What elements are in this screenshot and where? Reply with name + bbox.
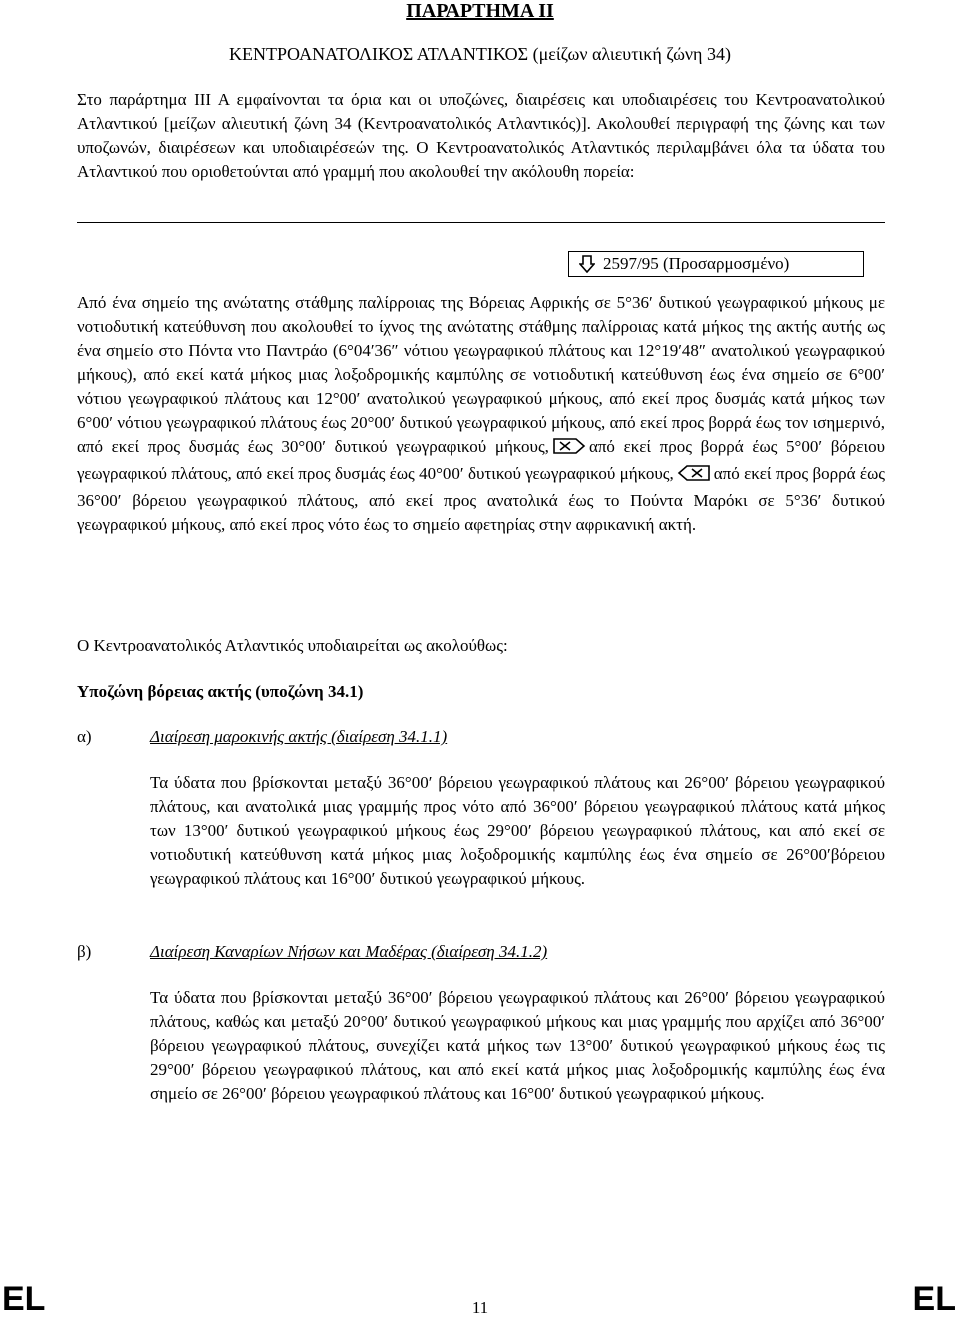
amendment-box (568, 251, 864, 277)
arrow-down-icon (579, 255, 595, 273)
page-title: ΠΑΡΑΡΤΗΜΑ ΙΙ (406, 0, 554, 22)
division-text: Τα ύδατα που βρίσκονται μεταξύ 36°00′ βόρειου γεωγραφικού πλάτους και 26°00′ βόρειου γεωγραφικού πλάτους, καθώς και μεταξύ 20°00′ δυτικού γεωγραφικού μήκους και μιας γραμμής που αρχίζει από 36°00′ βόρειου γεωγραφικού πλάτους, συνεχίζει κατά μήκος των 13°00′ δυτικού γεωγραφικού μήκους έως τις 29°00′ βόρειου γεωγραφικού πλάτους, και από εκεί κατά μήκος μιας λοξοδρομικής καμπύλης έως ένα σημείο σε 26°00′ βόρειου γεωγραφικού πλάτους και 16°00′ δυτικού γεωγραφικού μήκους. (150, 988, 885, 1103)
insert-end-icon (677, 464, 711, 489)
insert-start-icon (552, 437, 586, 462)
division-title: Διαίρεση μαροκινής ακτής (διαίρεση 34.1.1) (150, 727, 448, 746)
subdivision-intro: Ο Κεντροανατολικός Ατλαντικός υποδιαιρείται ως ακολούθως: (77, 636, 508, 655)
boundary-text-part2: από εκεί προς βορρά έως 5°00′ βόρειου γεωγραφικού πλάτους, από εκεί προς δυσμάς έως 40°00′ δυτικού γεωγραφικού μήκους, (77, 437, 885, 483)
division-title: Διαίρεση Καναρίων Νήσων και Μαδέρας (διαίρεση 34.1.2) (150, 942, 548, 961)
footer-language-right: EL (912, 1280, 956, 1318)
boundary-paragraph (77, 291, 885, 537)
page-number: 11 (471, 1298, 489, 1317)
divider (77, 222, 885, 223)
division-text: Τα ύδατα που βρίσκονται μεταξύ 36°00′ βόρειου γεωγραφικού πλάτους και 26°00′ βόρειου γεωγραφικού πλάτους, και ανατολικά μιας γραμμής προς νότο από 36°00′ βόρειου γεωγραφικού πλάτους κατά μήκος των 13°00′ δυτικού γεωγραφικού μήκους έως 29°00′ βόρειου γεωγραφικού πλάτους, και από εκεί σε νοτιοδυτική κατεύθυνση κατά μήκος μιας λοξοδρομικής καμπύλης έως ένα σημείο σε 26°00′βόρειου γεωγραφικού πλάτους και 16°00′ δυτικού γεωγραφικού μήκους. (150, 773, 885, 888)
subzone-heading: Υποζώνη βόρειας ακτής (υποζώνη 34.1) (77, 682, 364, 701)
boundary-text-part1: Από ένα σημείο της ανώτατης στάθμης παλίρροιας της Βόρειας Αφρικής σε 5°36′ δυτικού γεωγραφικού μήκους με νοτιοδυτική κατεύθυνση που ακολουθεί το ίχνος της ανώτατης στάθμης παλίρροιας κατά μήκος της ακτής αυτής ως ένα σημείο στο Πόντα ντο Παντράο (6°04′36″ νότιου γεωγραφικού πλάτους και 12°19′48″ ανατολικού γεωγραφικού μήκους), από εκεί κατά μήκος μιας λοξοδρομικής καμπύλης σε νοτιοδυτική κατεύθυνση έως ένα σημείο σε 6°00′ νότιου γεωγραφικού πλάτους και 12°00′ ανατολικού γεωγραφικού μήκους, από εκεί προς δυσμάς κατά μήκος των 6°00′ νότιου γεωγραφικού πλάτους έως 20°00′ δυτικού γεωγραφικού μήκους, από εκεί προς βορρά έως τον ισημερινό, από εκεί προς δυσμάς έως 30°00′ δυτικού γεωγραφικού μήκους, (77, 293, 885, 456)
division-letter: β) (77, 942, 92, 961)
annex-subtitle: ΚΕΝΤΡΟΑΝΑΤΟΛΙΚΟΣ ΑΤΛΑΝΤΙΚΟΣ (μείζων αλιευτική ζώνη 34) (229, 44, 731, 64)
division-letter: α) (77, 727, 92, 746)
amendment-label: 2597/95 (Προσαρμοσμένο) (603, 254, 790, 273)
footer-language-left: EL (2, 1280, 46, 1318)
intro-paragraph: Στο παράρτημα ΙΙΙ Α εμφαίνονται τα όρια και οι υποζώνες, διαιρέσεις και υποδιαιρέσεις του Κεντροανατολικού Ατλαντικού [μείζων αλιευτική ζώνη 34 (Κεντροανατολικός Ατλαντικός)]. Ακολουθεί περιγραφή της ζώνης και των υποζωνών, διαιρέσεων και υποδιαιρέσεών της. Ο Κεντροανατολικός Ατλαντικός περιλαμβάνει όλα τα ύδατα του Ατλαντικού που οριοθετούνται από γραμμή που ακολουθεί την ακόλουθη πορεία: (77, 90, 885, 181)
boundary-text-part3: από εκεί προς βορρά έως 36°00′ βόρειου γεωγραφικού πλάτους, από εκεί προς ανατολικά έως το Πούντα Μαρόκι σε 5°36′ δυτικού γεωγραφικού μήκους, από εκεί προς νότο έως το σημείο αφετηρίας στην αφρικανική ακτή. (77, 464, 885, 534)
